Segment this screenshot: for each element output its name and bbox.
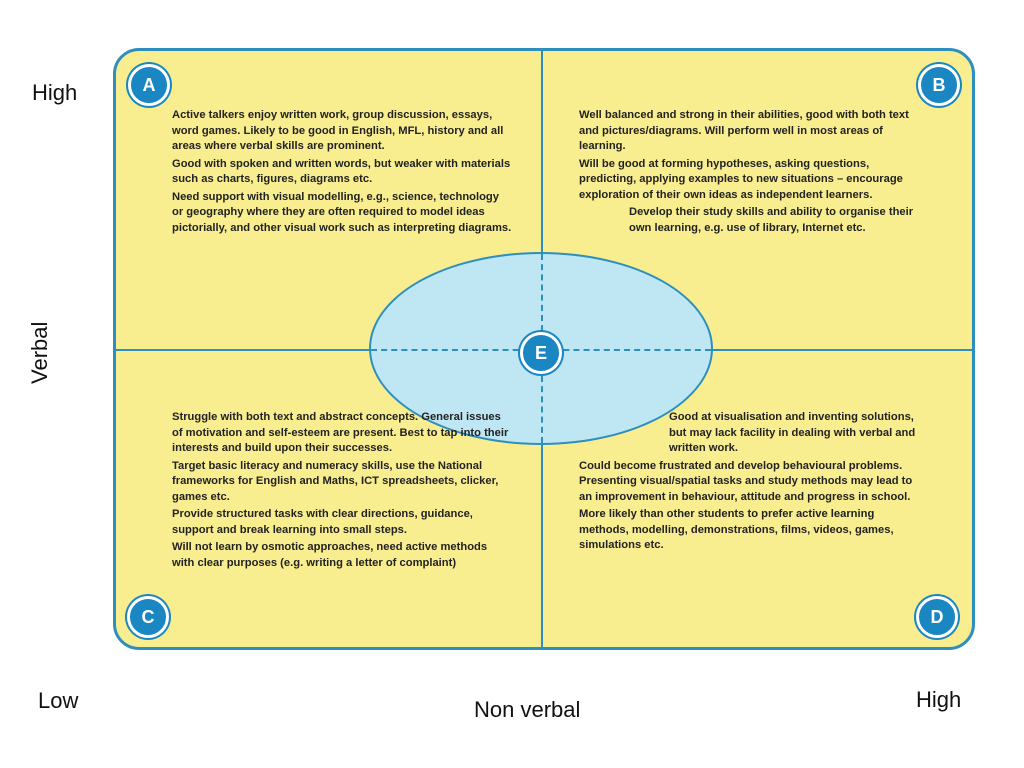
quadrant-b-badge: B [918, 64, 960, 106]
axis-nonverbal-label: Non verbal [474, 697, 581, 722]
quadrant-c-text [172, 410, 512, 573]
quadrant-d-badge: D [916, 596, 958, 638]
axis-high-top-label: High [32, 80, 78, 105]
axis-high-right-label: High [916, 687, 962, 712]
quadrant-c-paragraph-4: Will not learn by osmotic approaches, need active methods with clear purposes (e.g. writing a letter of complaint) [172, 541, 488, 569]
quadrant-c-paragraph-1: Struggle with both text and abstract concepts. General issues of motivation and self-esteem are present. Best to tap into their interests and build upon their successes. [172, 411, 509, 454]
quadrant-b-text [579, 108, 919, 238]
center-e-badge: E [520, 332, 562, 374]
quadrant-a-paragraph-1: Active talkers enjoy written work, group discussion, essays, word games. Likely to be good in English, MFL, history and all areas where verbal skills are prominent. [172, 109, 504, 152]
quadrant-diagram-panel [113, 48, 975, 650]
quadrant-a-paragraph-2: Good with spoken and written words, but weaker with materials such as charts, figures, diagrams etc. [172, 157, 511, 185]
axis-verbal-label: Verbal [27, 321, 52, 384]
quadrant-a-badge: A [128, 64, 170, 106]
quadrant-b-paragraph-2: Will be good at forming hypotheses, asking questions, predicting, applying examples to new situations – encourage exploration of their own ideas as independent learners. [579, 157, 903, 201]
quadrant-d-paragraph-2: Could become frustrated and develop behavioural problems. Presenting visual/spatial tasks and study methods may lead to an improvement in behaviour, attitude and progress in school. [579, 459, 913, 503]
quadrant-b-paragraph-3: Develop their study skills and ability to organise their own learning, e.g. use of library, Internet etc. [629, 206, 914, 234]
quadrant-c-badge: C [127, 596, 169, 638]
quadrant-c-paragraph-3: Provide structured tasks with clear directions, guidance, support and break learning into small steps. [172, 508, 473, 536]
quadrant-d-text [579, 410, 925, 556]
axis-low-label: Low [38, 688, 79, 713]
quadrant-d-paragraph-3: More likely than other students to prefer active learning methods, modelling, demonstrations, films, videos, games, simulations etc. [579, 508, 894, 551]
quadrant-a-paragraph-3: Need support with visual modelling, e.g., science, technology or geography where they are often required to model ideas pictorially, and other visual work such as interpreting diagrams. [172, 190, 512, 234]
quadrant-d-paragraph-1: Good at visualisation and inventing solutions, but may lack facility in dealing with verbal and written work. [669, 411, 916, 454]
quadrant-b-paragraph-1: Well balanced and strong in their abilities, good with both text and pictures/diagrams. Will perform well in most areas of learning. [579, 109, 909, 152]
quadrant-c-paragraph-2: Target basic literacy and numeracy skills, use the National frameworks for English and Maths, ICT spreadsheets, clicker, games etc. [172, 459, 499, 503]
quadrant-a-text [172, 108, 512, 238]
